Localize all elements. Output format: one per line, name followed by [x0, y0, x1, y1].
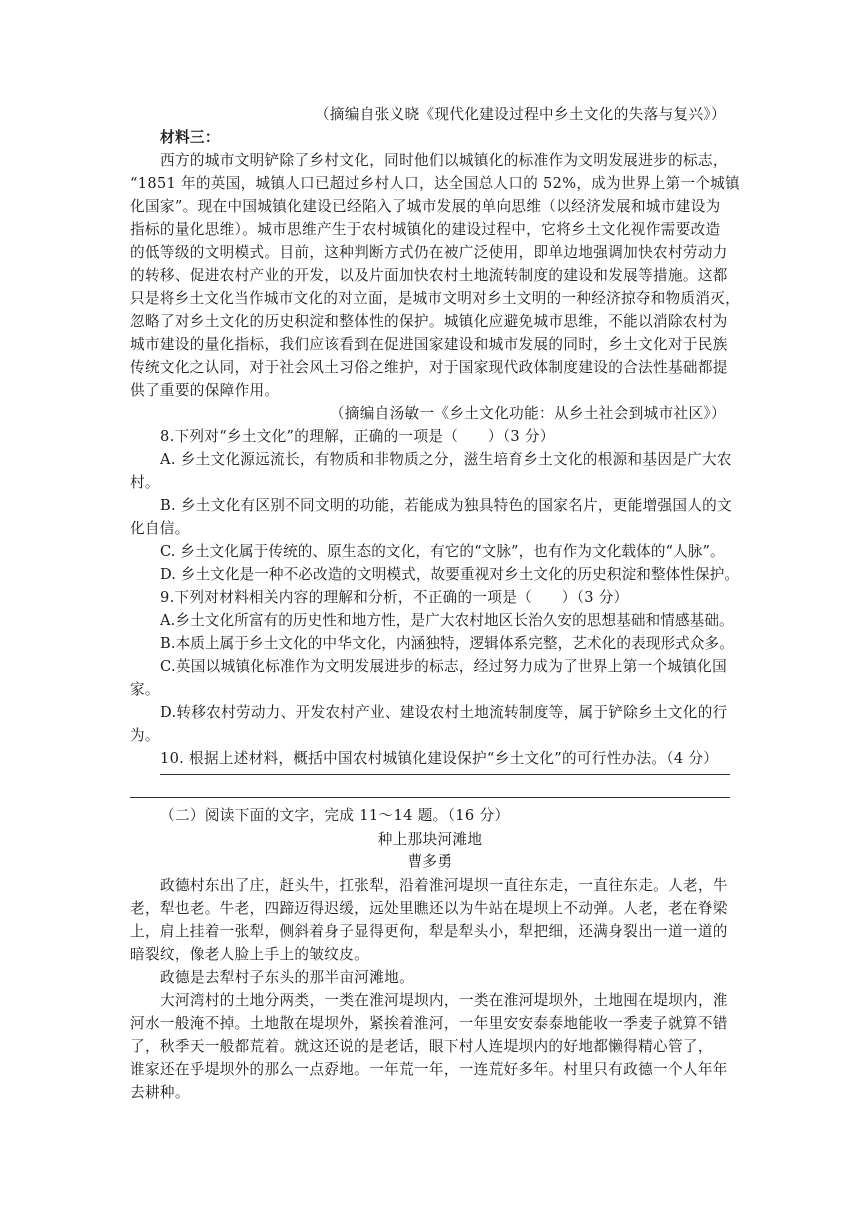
material3-line: 的转移、促进农村产业的开发，以及片面加快农村土地流转制度的建设和发展等措施。这都	[130, 267, 728, 284]
story-paragraph-line: 了，秋季天一般都荒着。就这还说的是老话，眼下村人连堤坝内的好地都懒得精心管了，	[130, 1038, 713, 1055]
story-paragraph-line: 大河湾村的土地分两类，一类在淮河堤坝内，一类在淮河堤坝外，土地囤在堤坝内，淮	[160, 992, 728, 1009]
material3-line: “1851 年的英国，城镇人口已超过乡村人口，达全国总人口的 52%，成为世界上第一个城镇	[130, 175, 740, 192]
material3-line: 化国家”。现在中国城镇化建设已经陷入了城市发展的单向思维（以经济发展和城市建设为	[130, 198, 721, 215]
material3-heading: 材料三：	[160, 129, 220, 146]
story-paragraph-line: 上，肩上挂着一张犁，侧斜着身子显得更佝，犁是犁头小，犁把细，还满身裂出一道一道的	[130, 923, 728, 940]
material3-line: 西方的城市文明铲除了乡村文化，同时他们以城镇化的标准作为文明发展进步的标志，	[160, 152, 728, 169]
material3-line: 城市建设的量化指标，我们应该看到在促进国家建设和城市发展的同时，乡土文化对于民族	[130, 336, 728, 353]
question-10-stem: 10. 根据上述材料，概括中国农村城镇化建设保护“乡土文化”的可行性办法。（4 分）	[160, 750, 719, 767]
material3-line: 的低等级的文明模式。目前，这种判断方式仍在被广泛使用，即单边地强调加快农村劳动力	[130, 244, 728, 261]
question-9-option-c-cont: 家。	[130, 681, 160, 698]
story-paragraph-line: 老，犁也老。牛老，四蹄迈得迟缓，远处里瞧还以为牛站在堤坝上不动弹。人老，老在脊梁	[130, 900, 728, 917]
question-8-stem: 8.下列对“乡土文化”的理解，正确的一项是（ ）（3 分）	[160, 428, 555, 445]
answer-line	[160, 774, 730, 775]
question-9-option-c: C.英国以城镇化标准作为文明发展进步的标志，经过努力成为了世界上第一个城镇化国	[160, 658, 727, 675]
question-9-option-d-cont: 为。	[130, 727, 160, 744]
material3-source: （摘编自汤敏一《乡土文化功能：从乡土社会到城市社区》）	[329, 405, 726, 422]
story-title: 种上那块河滩地	[377, 831, 483, 848]
question-9-option-b: B.本质上属于乡土文化的中华文化，内涵独特，逻辑体系完整，艺术化的表现形式众多。	[160, 635, 734, 652]
question-8-option-c: C. 乡土文化属于传统的、原生态的文化，有它的“文脉”，也有作为文化载体的“人脉”。	[160, 543, 725, 560]
question-9-stem: 9.下列对材料相关内容的理解和分析，不正确的一项是（ ）（3 分）	[160, 589, 629, 606]
story-paragraph-line: 河水一般淹不掉。土地散在堤坝外，紧挨着淮河，一年里安安泰泰地能收一季麦子就算不错	[130, 1015, 728, 1032]
material3-line: 供了重要的保障作用。	[130, 382, 280, 399]
question-8-option-b-cont: 化自信。	[130, 520, 190, 537]
material2-source: （摘编自张义晓《现代化建设过程中乡土文化的失落与复兴》）	[314, 106, 726, 123]
question-9-option-a: A.乡土文化所富有的历史性和地方性，是广大农村地区长治久安的思想基础和情感基础。	[160, 612, 734, 629]
section-2-heading: （二）阅读下面的文字，完成 11～14 题。（16 分）	[160, 807, 510, 824]
question-8-option-b: B. 乡土文化有区别不同文明的功能，若能成为独具特色的国家名片，更能增强国人的文	[160, 497, 732, 514]
material3-line: 只是将乡土文化当作城市文化的对立面，是城市文明对乡土文明的一种经济掠夺和物质消灭，	[130, 290, 741, 307]
material3-line: 指标的量化思维）。城市思维产生于农村城镇化的建设过程中，它将乡土文化视作需要改造	[130, 221, 721, 238]
story-paragraph-line: 去耕种。	[130, 1084, 190, 1101]
question-9-option-d: D.转移农村劳动力、开发农村产业、建设农村土地流转制度等，属于铲除乡土文化的行	[160, 704, 728, 721]
story-paragraph-line: 政德是去犁村子东头的那半亩河滩地。	[160, 969, 415, 986]
question-8-option-a-cont: 村。	[130, 474, 160, 491]
section-divider	[130, 797, 730, 798]
story-paragraph-line: 暗裂纹，像老人脸上手上的皱纹皮。	[130, 946, 370, 963]
question-8-option-a: A. 乡土文化源远流长，有物质和非物质之分，滋生培育乡土文化的根源和基因是广大农	[160, 451, 732, 468]
material3-line: 传统文化之认同，对于社会风土习俗之维护，对于国家现代政体制度建设的合法性基础都提	[130, 359, 728, 376]
story-paragraph-line: 谁家还在乎堤坝外的那么一点孬地。一年荒一年，一连荒好多年。村里只有政德一个人年年	[130, 1061, 728, 1078]
story-paragraph-line: 政德村东出了庄，赶头牛，扛张犁，沿着淮河堤坝一直往东走，一直往东走。人老，牛	[160, 877, 728, 894]
story-author: 曹多勇	[407, 853, 453, 870]
material3-line: 忽略了对乡土文化的历史积淀和整体性的保护。城镇化应避免城市思维，不能以消除农村为	[130, 313, 728, 330]
question-8-option-d: D. 乡土文化是一种不必改造的文明模式，故要重视对乡土文化的历史积淀和整体性保护。	[160, 566, 740, 583]
